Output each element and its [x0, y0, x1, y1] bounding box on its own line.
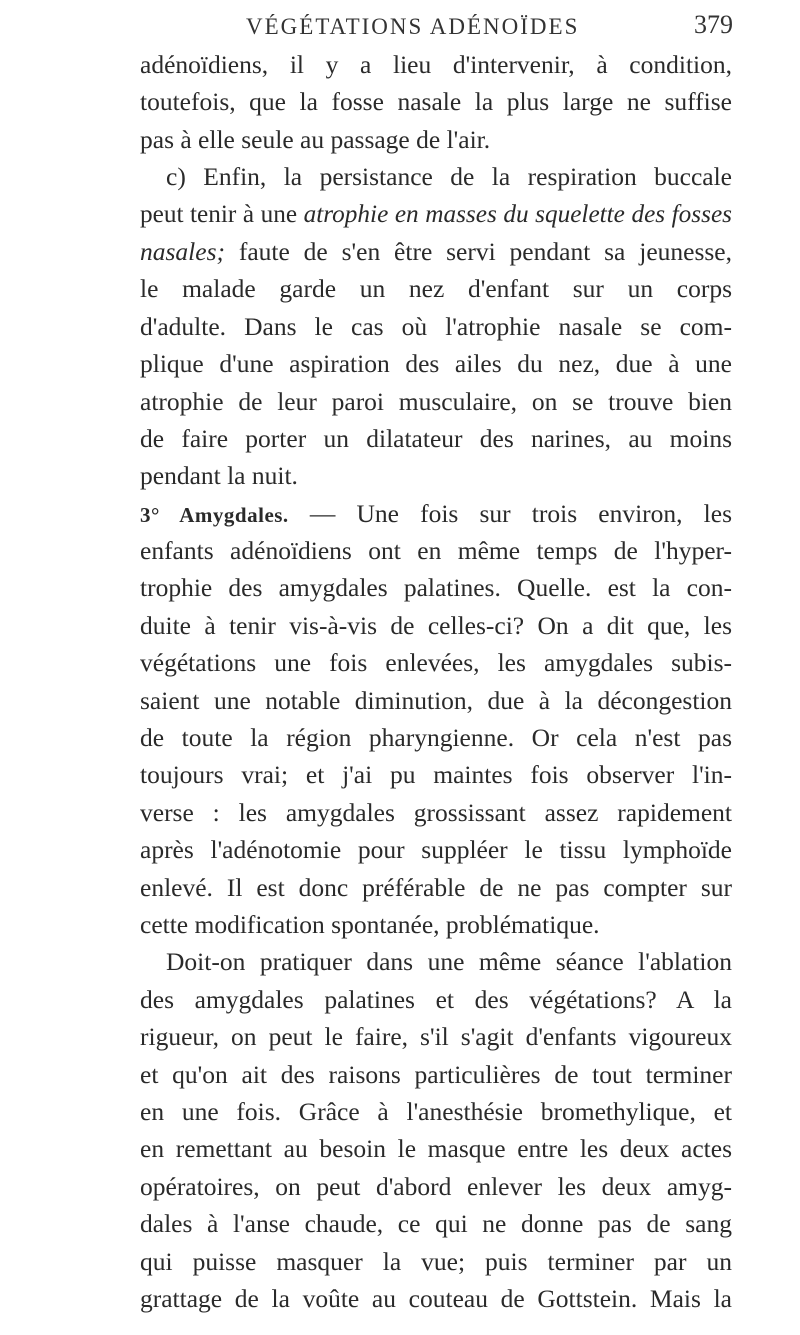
text-line: enfants adénoïdiens ont en même temps de l'hyper-: [140, 536, 732, 566]
text-run: faute de s'en être servi pendant sa jeunesse,: [225, 236, 732, 266]
text-line: en une fois. Grâce à l'anesthésie bromethylique, et: [140, 1096, 732, 1126]
text-line: végétations une fois enlevées, les amygdales subis-: [140, 648, 732, 678]
text-line: toutefois, que la fosse nasale la plus large ne suffise: [140, 87, 732, 117]
text-run: — Une fois sur trois environ, les: [288, 498, 732, 528]
text-line: trophie des amygdales palatines. Quelle. est la con-: [140, 573, 732, 603]
text-line: de faire porter un dilatateur des narines, au moins: [140, 423, 732, 453]
text-line: de toute la région pharyngienne. Or cela n'est pas: [140, 723, 732, 753]
section-heading: Amygdales.: [179, 502, 289, 527]
text-line: après l'adénotomie pour suppléer le tissu lymphoïde: [140, 835, 732, 865]
text-line: et qu'on ait des raisons particulières de tout terminer: [140, 1059, 732, 1089]
text-run: peut tenir à une: [140, 199, 304, 228]
text-line: adénoïdiens, il y a lieu d'intervenir, à condition,: [140, 50, 732, 79]
text-line: dales à l'anse chaude, ce qui ne donne pas de sang: [140, 1209, 732, 1239]
text-line: enlevé. Il est donc préférable de ne pas compter sur: [140, 872, 732, 902]
text-line: [140, 196, 732, 233]
body-text: [140, 46, 732, 1317]
text-line: d'adulte. Dans le cas où l'atrophie nasale se com-: [140, 311, 732, 341]
running-title: VÉGÉTATIONS ADÉNOÏDES: [246, 14, 580, 39]
text-line: Doit-on pratiquer dans une même séance l'ablation: [166, 947, 732, 977]
text-line: grattage de la voûte au couteau de Gottstein. Mais la: [140, 1283, 732, 1313]
italic-term: nasales;: [140, 236, 225, 266]
text-line: opératoires, on peut d'abord enlever les deux amyg-: [140, 1171, 732, 1201]
text-line: pendant la nuit.: [140, 461, 298, 491]
text-line: saient une notable diminution, due à la décongestion: [140, 685, 732, 715]
text-line: [140, 233, 732, 270]
section-number: 3°: [140, 502, 180, 527]
text-line: plique d'une aspiration des ailes du nez, due à une: [140, 349, 732, 379]
section-line: [140, 495, 732, 532]
text-line: duite à tenir vis-à-vis de celles-ci? On a dit que, les: [140, 610, 732, 640]
text-line: cette modification spontanée, problématique.: [140, 909, 600, 939]
text-line: qui puisse masquer la vue; puis terminer par un: [140, 1246, 732, 1276]
text-line: le malade garde un nez d'enfant sur un corps: [140, 274, 732, 304]
text-line: toujours vrai; et j'ai pu maintes fois observer l'in-: [140, 760, 732, 790]
text-line: pas à elle seule au passage de l'air.: [140, 124, 491, 154]
page-number: 379: [694, 10, 733, 39]
text-line: rigueur, on peut le faire, s'il s'agit d'enfants vigoureux: [140, 1022, 732, 1052]
text-line: des amygdales palatines et des végétations? A la: [140, 984, 732, 1014]
italic-term: atrophie en masses du squelette des fosses: [303, 199, 732, 228]
text-line: atrophie de leur paroi musculaire, on se trouve bien: [140, 386, 732, 416]
text-line: verse : les amygdales grossissant assez rapidement: [140, 797, 732, 827]
text-line: en remettant au besoin le masque entre les deux actes: [140, 1134, 732, 1164]
text-line: c) Enfin, la persistance de la respiration buccale: [166, 162, 732, 192]
running-head: [0, 4, 800, 44]
